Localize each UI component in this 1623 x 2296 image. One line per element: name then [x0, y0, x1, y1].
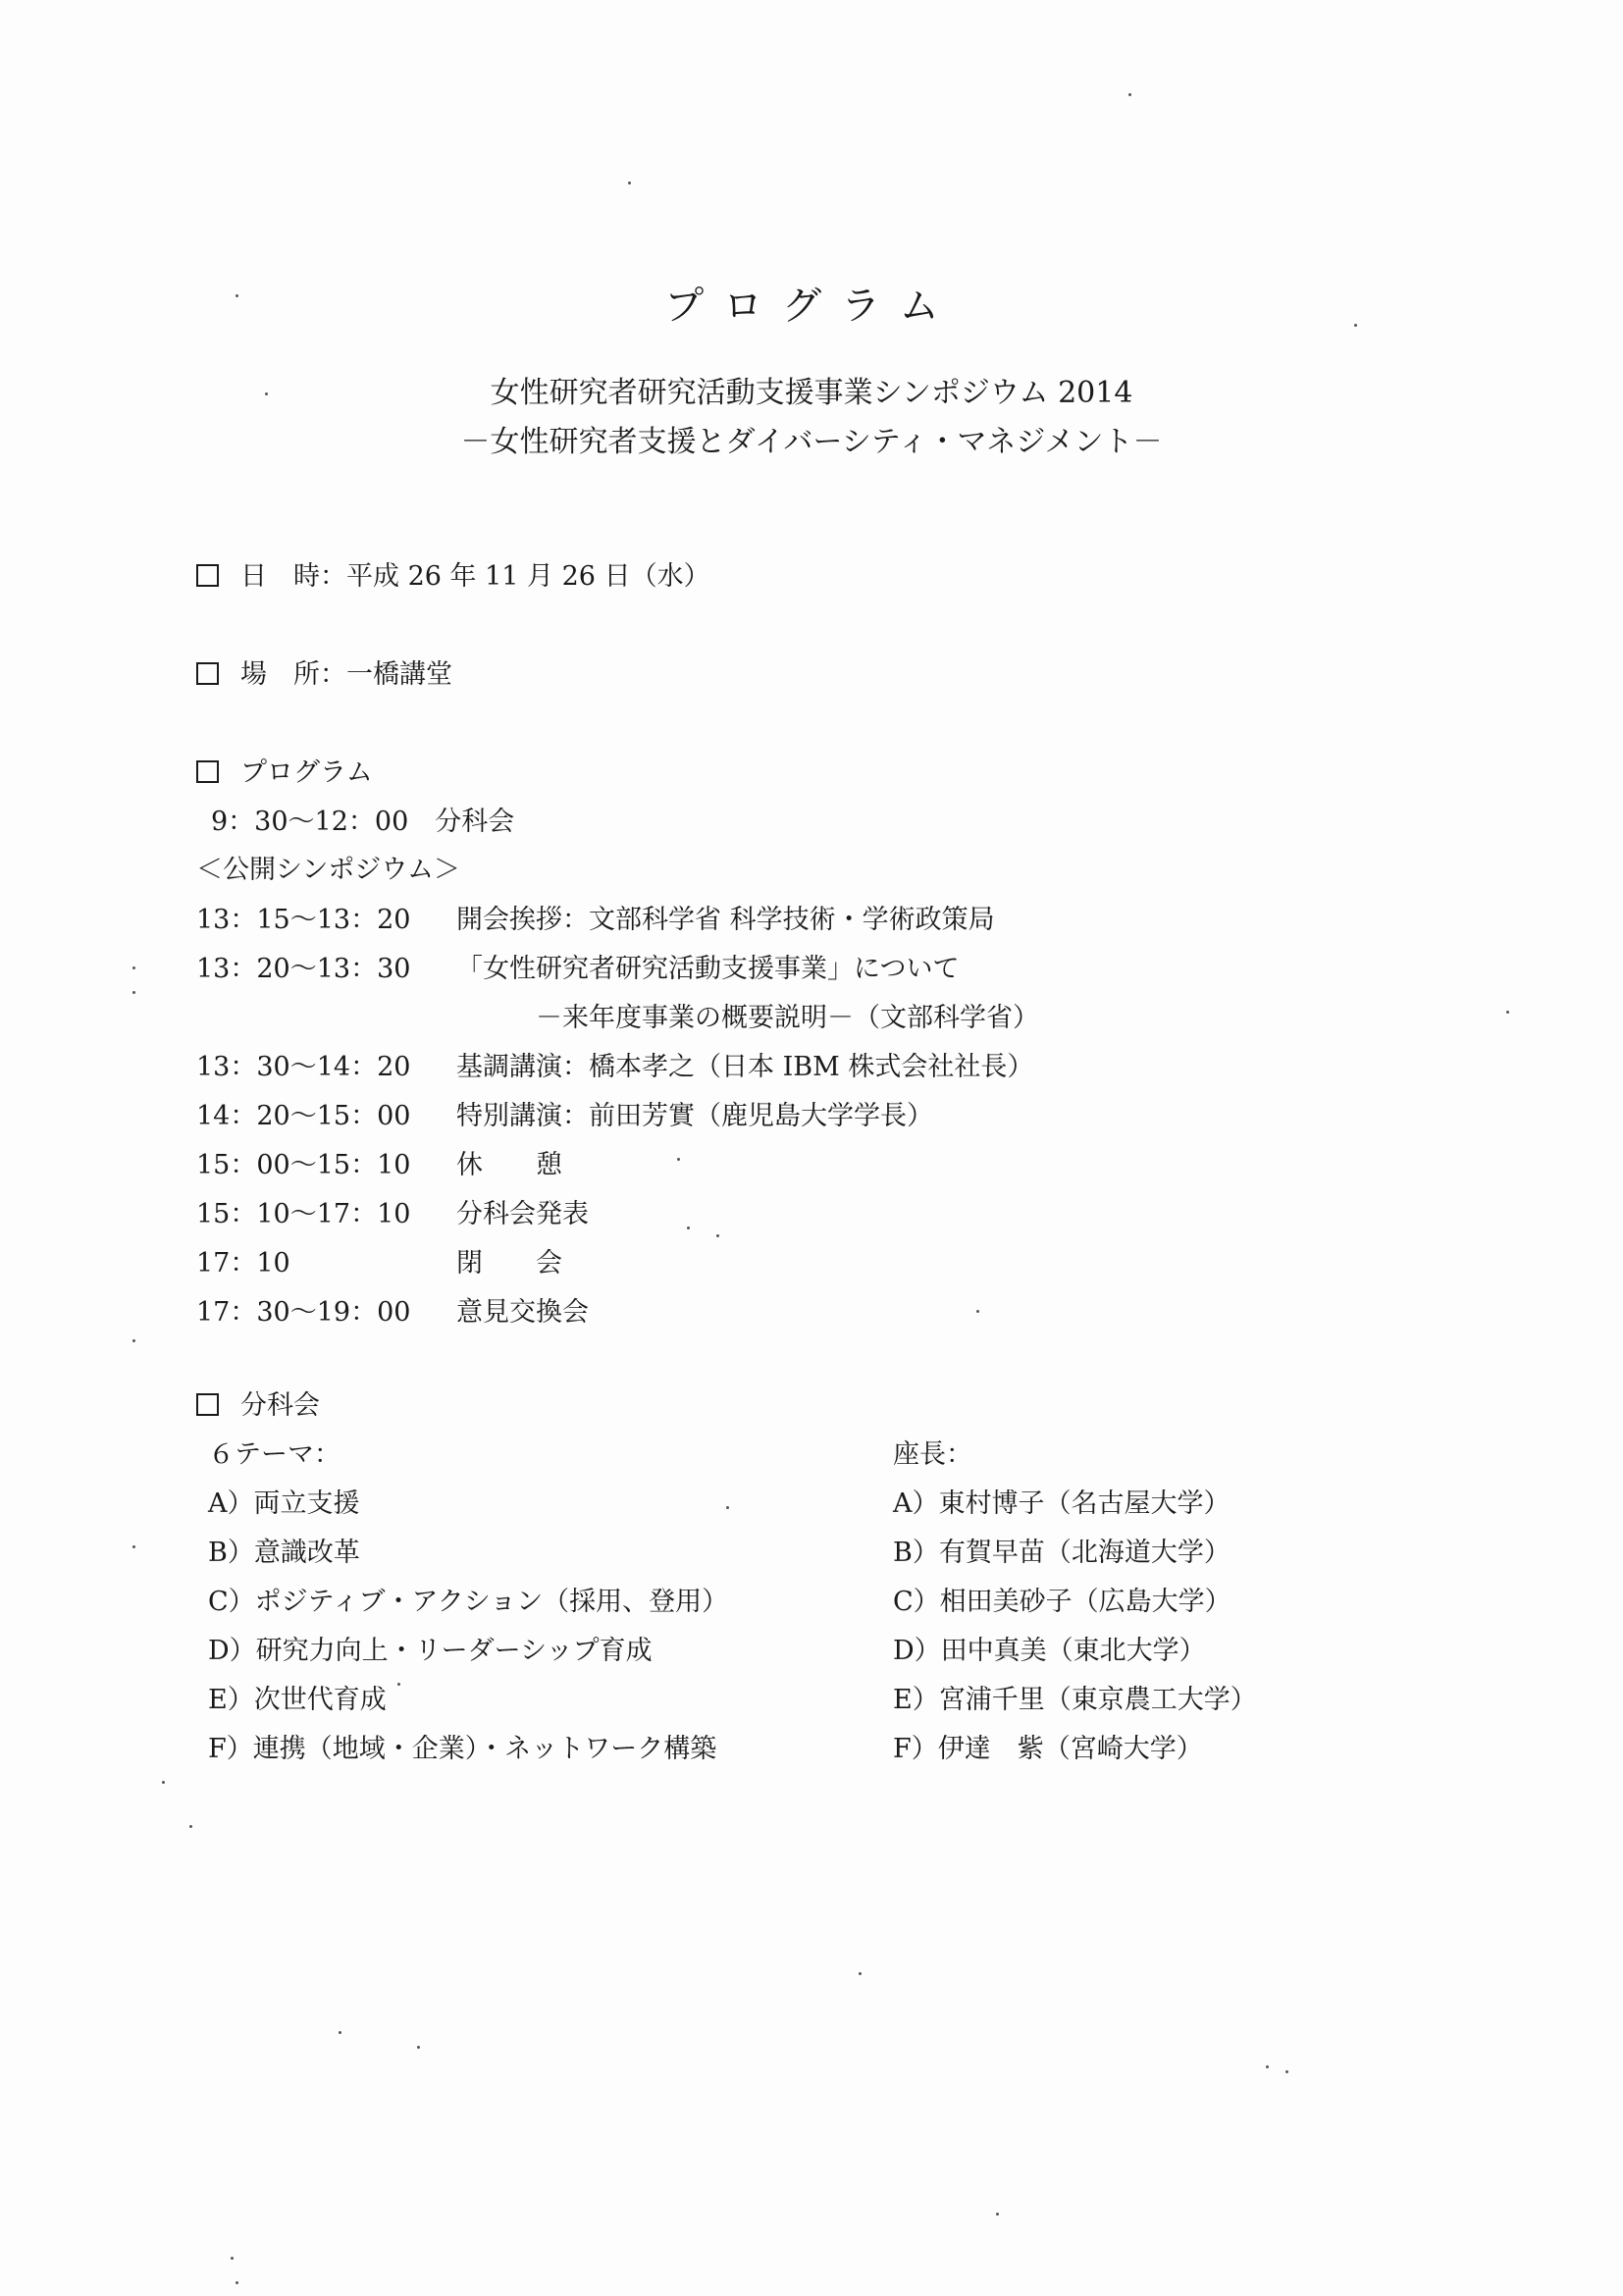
list-item: B）有賀早苗（北海道大学） [893, 1538, 1230, 1568]
list-item: A）東村博子（名古屋大学） [893, 1488, 1230, 1519]
themes-header: ６テーマ： [208, 1439, 340, 1470]
page-heading: プログラム [664, 284, 959, 329]
symposium-subtitle: －女性研究者支援とダイバーシティ・マネジメント－ [460, 425, 1163, 459]
list-item: E）宮浦千里（東京農工大学） [893, 1685, 1257, 1715]
list-item: C）相田美砂子（広島大学） [893, 1587, 1231, 1617]
symposium-title: 女性研究者研究活動支援事業シンポジウム 2014 [490, 376, 1133, 410]
list-item: E）次世代育成 [208, 1685, 387, 1715]
date-value: 平成 26 年 11 月 26 日（水） [346, 561, 710, 592]
list-item: F）連携（地域・企業）・ネットワーク構築 [208, 1734, 717, 1764]
venue-section [196, 652, 452, 691]
checkbox-icon [196, 564, 219, 587]
list-item: A）両立支援 [208, 1488, 360, 1519]
list-item: C）ポジティブ・アクション（採用、登用） [208, 1587, 729, 1617]
breakout-section-label: 分科会 [196, 1383, 320, 1422]
checkbox-icon [196, 1393, 219, 1416]
program-first-row: 9：30～12：00 分科会 [211, 807, 515, 837]
checkbox-icon [196, 662, 219, 685]
list-item: D）田中真美（東北大学） [893, 1636, 1206, 1666]
chairs-header: 座長： [893, 1439, 972, 1470]
public-symposium-header: ＜公開シンポジウム＞ [196, 855, 461, 885]
document-page: プログラム 女性研究者研究活動支援事業シンポジウム 2014 －女性研究者支援とダイバーシティ・マネジメント－ 日 時：平成 26 年 11 月 26 日（水） 場 所：一橋講堂 プログラム 9：30～12：00 分科会 ＜公開シンポジウム＞ 13：15～13：20 開会挨拶：文部科学省 科学技術・学術政策局 13：20～13：30 「女性研究者研究活動支援事業」について －来年度事業の概要説明－（文部科学省） 13：30～14：20 基調講演：橋本孝之（日本 IBM 株式会社社長） 14：20～15：00 特別講演：前田芳實（鹿児島大学学長） 15：00～15：10 休 憩 15：10～17：10 分科会発表 17：10 閉 会 17：30～19：00 意見交換会 分科会 ６テーマ： 座長： A）両立支援 B）意識改革 C）ポジティブ・アクション（採用、登用） D）研究力向上・リーダーシップ育成 E）次世代育成 F）連携（地域・企業）・ネットワーク構築 A）東村博子（名古屋大学） B）有賀早苗（北海道大学） C）相田美砂子（広島大学） D）田中真美（東北大学） E）宮浦千里（東京農工大学） F）伊達 紫（宮崎大学） [0, 0, 1623, 2296]
program-section-label: プログラム [196, 751, 373, 789]
list-item: B）意識改革 [208, 1538, 360, 1568]
list-item: D）研究力向上・リーダーシップ育成 [208, 1636, 653, 1666]
date-section [196, 554, 710, 593]
list-item: F）伊達 紫（宮崎大学） [893, 1734, 1203, 1764]
venue-value: 一橋講堂 [346, 659, 452, 690]
date-label: 日 時： [240, 561, 346, 592]
checkbox-icon [196, 760, 219, 783]
venue-label: 場 所： [240, 659, 346, 690]
